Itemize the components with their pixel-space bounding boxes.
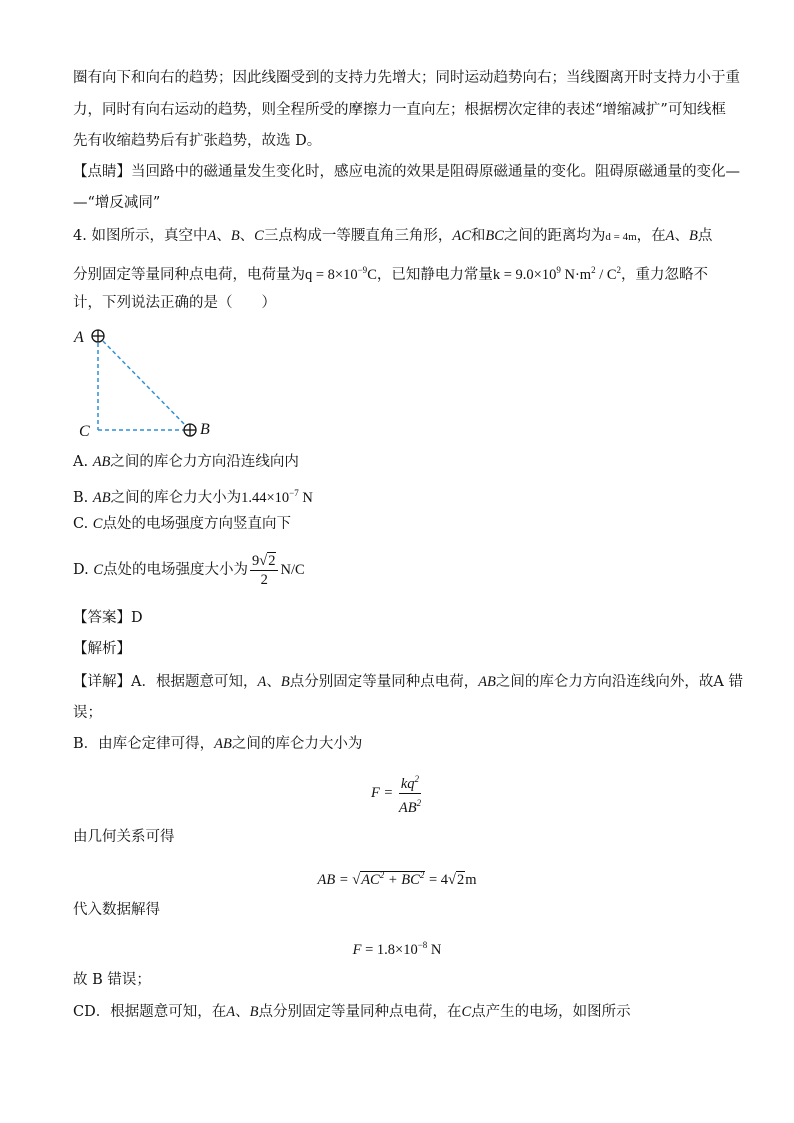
option-a: A. AB之间的库仑力方向沿连线向内 bbox=[73, 454, 299, 470]
detail-line-4: 由几何关系可得 bbox=[73, 829, 175, 845]
detail-line-3: B．由库仑定律可得，AB之间的库仑力大小为 bbox=[73, 736, 363, 752]
detail-line-5: 代入数据解得 bbox=[73, 902, 160, 918]
question-line-1: 4. 如图所示，真空中A、B、C三点构成一等腰直角三角形，AC和BC之间的距离均为d = 4m，在A、B点 bbox=[73, 228, 713, 244]
triangle-figure bbox=[70, 322, 230, 442]
detail-line-1: 【详解】A．根据题意可知，A、B点分别固定等量同种点电荷，AB之间的库仑力方向沿连线向外，故A 错 bbox=[73, 674, 744, 690]
formula-coulomb: F = $\frac{kq^2}{AB^2}$ bbox=[0, 770, 794, 817]
detail-line-7: CD．根据题意可知，在A、B点分别固定等量同种点电荷，在C点产生的电场，如图所示 bbox=[73, 1004, 631, 1020]
formula-ab: AB = $√AC^2 + BC^2 = 4√2m$ bbox=[317, 870, 477, 888]
text-line: 力，同时有向右运动的趋势，则全程所受的摩擦力一直向左；根据楞次定律的表述“增缩减扩”可知线框 bbox=[73, 102, 726, 118]
answer-line: 【答案】D bbox=[73, 610, 143, 626]
option-c: C. C点处的电场强度方向竖直向下 bbox=[73, 516, 291, 532]
analysis-line: 【解析】 bbox=[73, 641, 131, 657]
label-c: C bbox=[79, 423, 90, 440]
dianjing-line: 【点睛】当回路中的磁通量发生变化时，感应电流的效果是阻碍原磁通量的变化。阻碍原磁通量的变化— bbox=[73, 164, 740, 180]
option-b: B. AB之间的库仑力大小为$1.44\times 10^{-7}$ N bbox=[73, 488, 313, 506]
dianjing-line: —“增反减同” bbox=[73, 195, 161, 211]
text-line: 先有收缩趋势后有扩张趋势，故选 D。 bbox=[73, 133, 322, 149]
ab-dashed-line bbox=[98, 336, 190, 430]
detail-line-6: 故 B 错误； bbox=[73, 972, 151, 988]
label-b: B bbox=[200, 421, 210, 438]
formula-result: $F = 1.8\times 10^{-8}$ N bbox=[352, 940, 442, 958]
question-line-2: 分别固定等量同种点电荷，电荷量为$q = 8\times 10^{-9}C$，已知静电力常量$k = 9.0\times 10^9$ $N\cdot m^2 / C^2$，重力忽略不 bbox=[73, 265, 709, 283]
question-line-3: 计，下列说法正确的是（ ） bbox=[73, 295, 276, 311]
option-d: D. C点处的电场强度大小为 $\frac{9√2}{2}$ N/C bbox=[73, 552, 305, 588]
detail-line-2: 误； bbox=[73, 705, 102, 721]
label-a: A bbox=[74, 329, 84, 346]
fraction: $\frac{9√2}{2}$ bbox=[250, 552, 278, 589]
text-line: 圈有向下和向右的趋势；因此线圈受到的支持力先增大；同时运动趋势向右；当线圈离开时支持力小于重 bbox=[73, 70, 740, 86]
